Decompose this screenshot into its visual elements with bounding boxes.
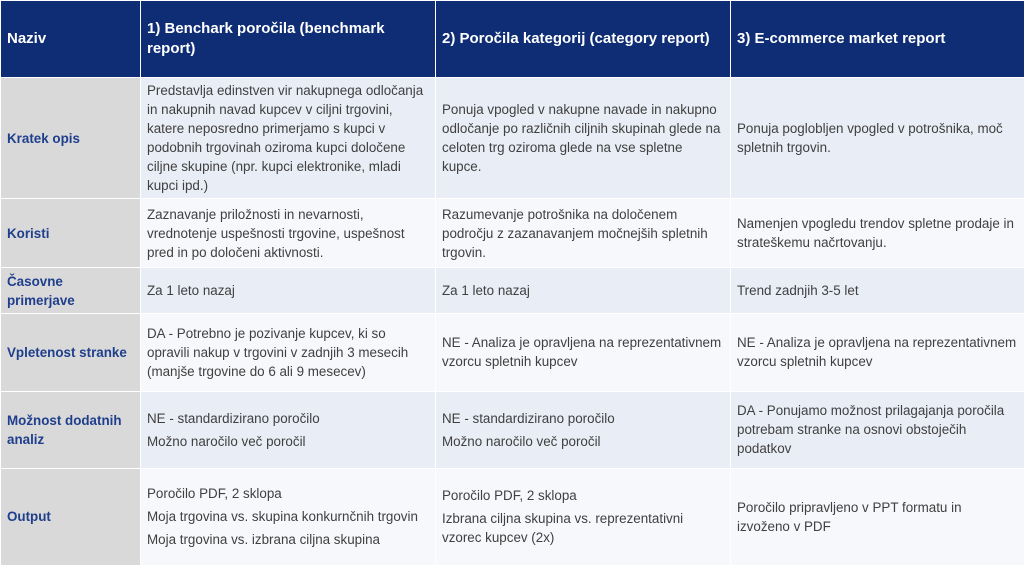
cell-text-line: Poročilo pripravljeno v PPT formatu in izvoženo v PDF bbox=[737, 499, 962, 534]
cell-text-line: NE - Analiza je opravljena na reprezentativnem vzorcu spletnih kupcev bbox=[442, 335, 722, 370]
table-row bbox=[1, 78, 1024, 199]
table-cell-col3 bbox=[731, 268, 1024, 314]
table-row bbox=[1, 468, 1024, 565]
table-cell-col3 bbox=[731, 391, 1024, 468]
cell-text-line: Za 1 leto nazaj bbox=[442, 283, 530, 299]
cell-text-line: Namenjen vpogledu trendov spletne prodaje in strateškemu načrtovanju. bbox=[737, 216, 1014, 251]
table-cell-col1 bbox=[141, 199, 436, 268]
table-cell-col3 bbox=[731, 199, 1024, 268]
table-cell-col1 bbox=[141, 78, 436, 199]
header-row bbox=[1, 1, 1024, 78]
cell-text-line: Poročilo PDF, 2 sklopa bbox=[147, 486, 282, 502]
cell-text-line: Moja trgovina vs. skupina konkurnčnih trgovin bbox=[147, 509, 418, 525]
table-body bbox=[1, 78, 1024, 566]
table-cell-col2 bbox=[436, 391, 731, 468]
cell-text-line: DA - Ponujamo možnost prilagajanja poročila potrebam stranke na osnovi obstoječih podatkov bbox=[737, 403, 1005, 457]
cell-text-line: Moja trgovina vs. izbrana ciljna skupina bbox=[147, 532, 380, 548]
cell-text-line: Poročilo PDF, 2 sklopa bbox=[442, 488, 577, 504]
cell-text-line: NE - Analiza je opravljena na reprezentativnem vzorcu spletnih kupcev bbox=[737, 335, 1017, 370]
row-label: Vpletenost stranke bbox=[1, 313, 141, 391]
row-label: Možnost dodatnih analiz bbox=[1, 391, 141, 468]
cell-text-line: Možno naročilo več poročil bbox=[147, 433, 306, 449]
row-label: Koristi bbox=[1, 199, 141, 268]
cell-text-line: Možno naročilo več poročil bbox=[442, 433, 601, 449]
row-label: Output bbox=[1, 468, 141, 565]
cell-text-line: NE - standardizirano poročilo bbox=[147, 410, 320, 426]
header-ecommerce-report: 3) E-commerce market report bbox=[731, 1, 1024, 78]
cell-text-line: Izbrana ciljna skupina vs. reprezentativni vzorec kupcev (2x) bbox=[442, 511, 684, 546]
row-label: Kratek opis bbox=[1, 78, 141, 199]
table-cell-col2 bbox=[436, 268, 731, 314]
table-cell-col1 bbox=[141, 313, 436, 391]
header-category-report: 2) Poročila kategorij (category report) bbox=[436, 1, 731, 78]
cell-text-line: NE - standardizirano poročilo bbox=[442, 410, 615, 426]
cell-text-line: Zaznavanje priložnosti in nevarnosti, vrednotenje uspešnosti trgovine, uspešnost pred in po določeni aktivnosti. bbox=[147, 206, 405, 260]
row-label: Časovne primerjave bbox=[1, 268, 141, 314]
table-cell-col1 bbox=[141, 391, 436, 468]
cell-text-line: Predstavlja edinstven vir nakupnega odločanja in nakupnih navad kupcev v ciljni trgovini, katere neposredno primerjamo s kupci v podobnih trgovinah oziroma kupci določene ciljne skupine (npr. kupci elektronike, mladi kupci ipd.) bbox=[147, 83, 424, 194]
cell-text-line: Ponuja poglobljen vpogled v potrošnika, moč spletnih trgovin. bbox=[737, 121, 1003, 156]
table-cell-col2 bbox=[436, 199, 731, 268]
cell-text-line: Ponuja vpogled v nakupne navade in nakupno odločanje po različnih ciljnih skupinah glede na celoten trg oziroma glede na vse spletne kupce. bbox=[442, 102, 721, 175]
cell-text-line: DA - Potrebno je pozivanje kupcev, ki so opravili nakup v trgovini v zadnjih 3 mesecih (manjše trgovine do 6 ali 9 mesecev) bbox=[147, 325, 409, 379]
table-row bbox=[1, 199, 1024, 268]
table-cell-col2 bbox=[436, 468, 731, 565]
table-row bbox=[1, 391, 1024, 468]
cell-text-line: Trend zadnjih 3-5 let bbox=[737, 283, 859, 299]
table-row bbox=[1, 313, 1024, 391]
table-row bbox=[1, 268, 1024, 314]
header-naziv: Naziv bbox=[1, 1, 141, 78]
cell-text-line: Razumevanje potrošnika na določenem področju z zazanavanjem močnejših spletnih trgovin. bbox=[442, 206, 708, 260]
table-cell-col2 bbox=[436, 78, 731, 199]
header-benchmark-report: 1) Benchark poročila (benchmark report) bbox=[141, 1, 436, 78]
cell-text-line: Za 1 leto nazaj bbox=[147, 283, 235, 299]
table-cell-col1 bbox=[141, 268, 436, 314]
table-cell-col2 bbox=[436, 313, 731, 391]
table-cell-col3 bbox=[731, 78, 1024, 199]
table-cell-col1 bbox=[141, 468, 436, 565]
table-cell-col3 bbox=[731, 468, 1024, 565]
table-cell-col3 bbox=[731, 313, 1024, 391]
